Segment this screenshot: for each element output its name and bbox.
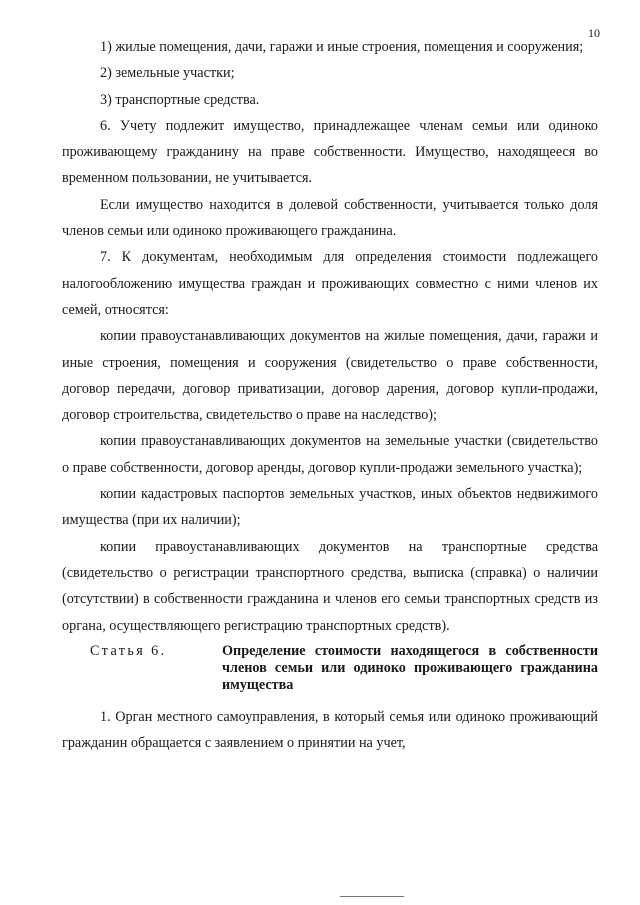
paragraph-article-6-point-1: 1. Орган местного самоуправления, в который семья или одиноко проживающий гражданин обращается с заявлением о принятии на учет, — [62, 708, 598, 752]
paragraph-item-3: 3) транспортные средства. — [100, 91, 260, 108]
document-body — [62, 34, 598, 756]
article-label: Статья 6. — [90, 642, 167, 659]
paragraph-cadastral-passports: копии кадастровых паспортов земельных участков, иных объектов недвижимого имущества (при их наличии); — [62, 486, 598, 529]
paragraph-vehicle-documents: копии правоустанавливающих документов на транспортные средства (свидетельство о регистрации транспортного средства, выписка (справка) о наличии (отсутствии) в собственности гражданина и членов его семьи транспортных средств из органа, осуществляющего регистрацию транспортных средств). — [62, 538, 598, 634]
paragraph-housing-documents: копии правоустанавливающих документов на жилые помещения, дачи, гаражи и иные строения, помещения и сооружения (свидетельство о праве собственности, договор передачи, договор приватизации, договор дарения, договор купли-продажи, договор строительства, свидетельство о праве на наследство); — [62, 328, 598, 424]
footer-rule — [340, 896, 404, 897]
paragraph-point-7: 7. К документам, необходимым для определения стоимости подлежащего налогообложению имущества граждан и проживающих совместно с ними членов их семей, относятся: — [62, 249, 598, 318]
page-number: 10 — [588, 26, 600, 40]
article-heading — [62, 643, 598, 694]
paragraph-item-2: 2) земельные участки; — [100, 65, 235, 82]
paragraph-shared-ownership: Если имущество находится в долевой собственности, учитывается только доля членов семьи или одиноко проживающего гражданина. — [62, 196, 598, 240]
article-title: Определение стоимости находящегося в собственности членов семьи или одиноко проживающего гражданина имущества — [222, 642, 598, 693]
paragraph-land-documents: копии правоустанавливающих документов на земельные участки (свидетельство о праве собственности, договор аренды, договор купли-продажи земельного участка); — [62, 433, 598, 476]
paragraph-point-6: 6. Учету подлежит имущество, принадлежащее членам семьи или одиноко проживающему гражданину на праве собственности. Имущество, находящееся во временном пользовании, не учитывается. — [62, 117, 598, 187]
paragraph-item-1: 1) жилые помещения, дачи, гаражи и иные строения, помещения и сооружения; — [100, 39, 584, 55]
